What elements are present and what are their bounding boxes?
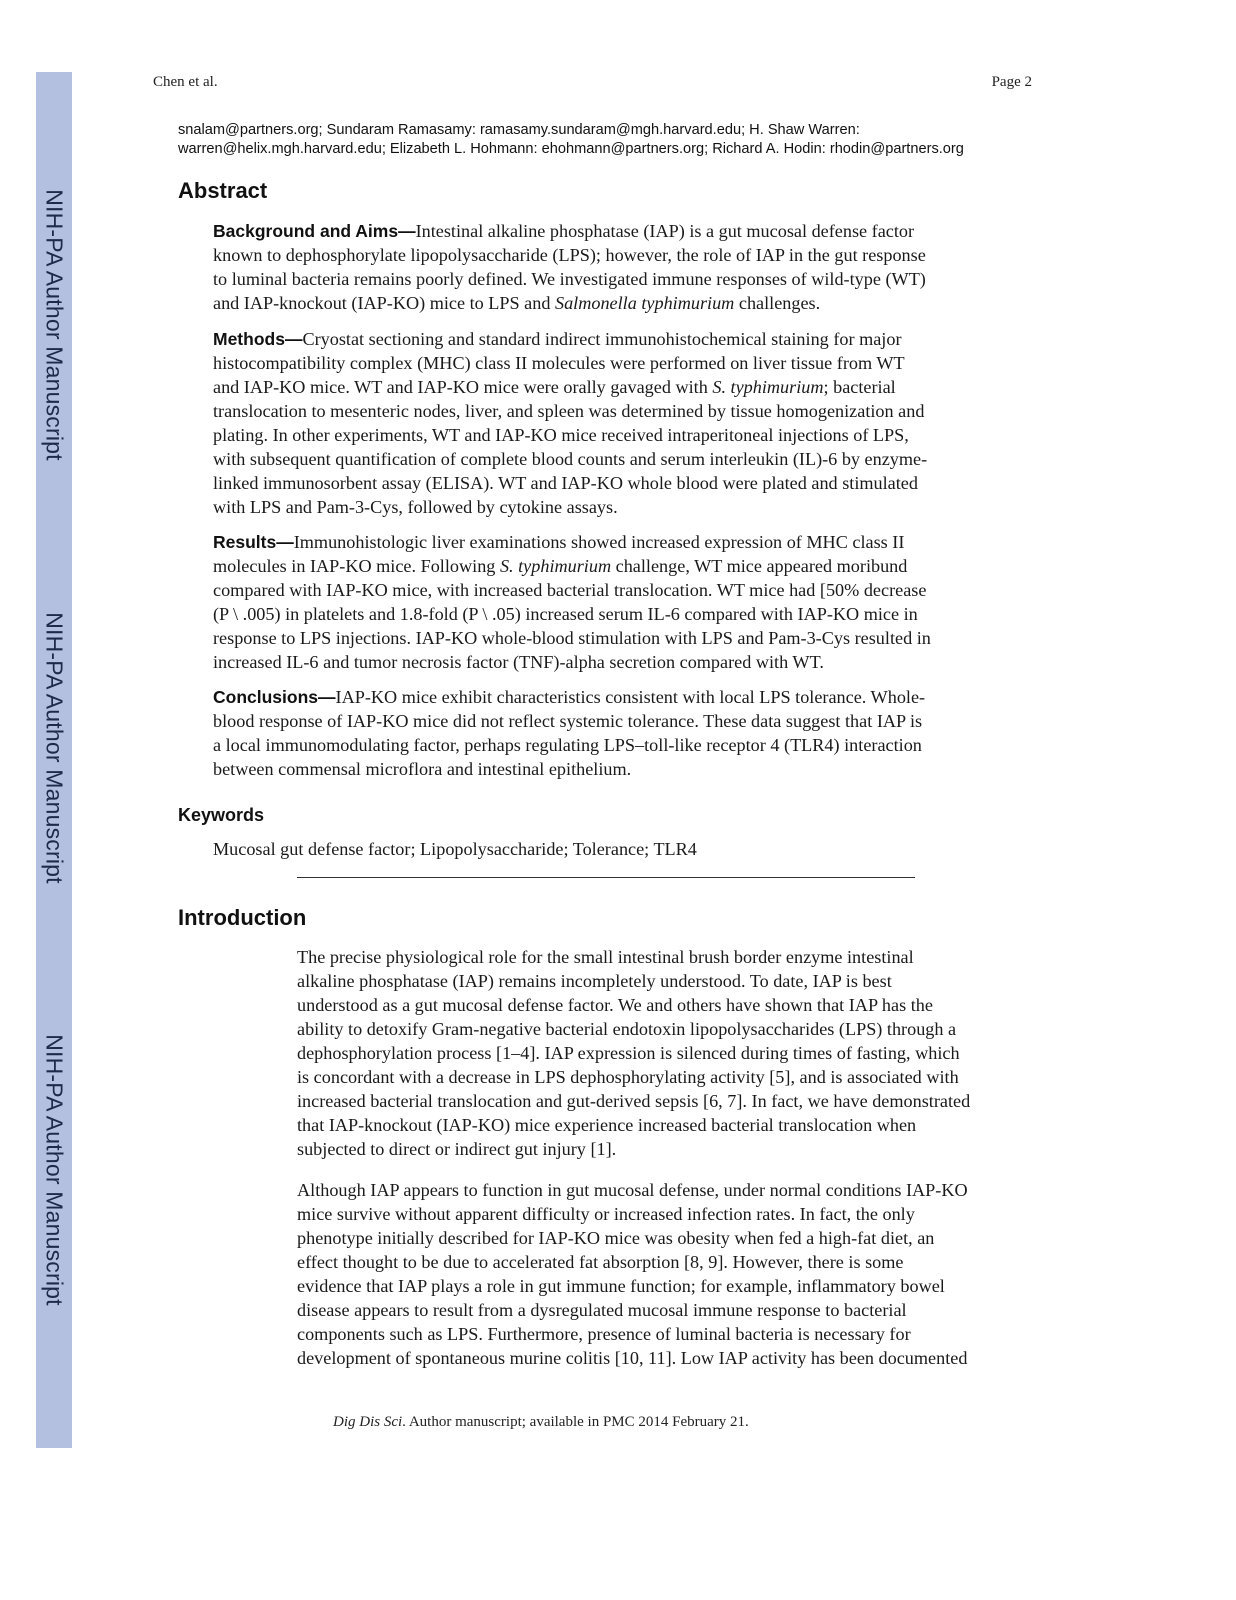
keywords-text: Mucosal gut defense factor; Lipopolysaccharide; Tolerance; TLR4: [213, 839, 697, 859]
abstract-conclusions: Conclusions—IAP-KO mice exhibit characteristics consistent with local LPS tolerance. Whole- blood response of IAP-KO mice did not reflect systemic tolerance. These data suggest that IAP is a local immunomodulating factor, perhaps regulating LPS–toll-like receptor 4 (TLR4) interaction between commensal microflora and intestinal epithelium.: [213, 687, 926, 779]
email-line: snalam@partners.org; Sundaram Ramasamy: ramasamy.sundaram@mgh.harvard.edu; H. Shaw Warren:: [178, 122, 860, 138]
abstract-methods: Methods—Cryostat sectioning and standard indirect immunohistochemical staining for major histocompatibility complex (MHC) class II molecules were performed on liver tissue from WT and IAP-KO mice. WT and IAP-KO mice were orally gavaged with S. typhimurium; bacterial translocation to mesenteric nodes, liver, and spleen was determined by tissue homogenization and plating. In other experiments, WT and IAP-KO mice received intraperitoneal injections of LPS, with subsequent quantification of complete blood counts and serum interleukin (IL)-6 by enzyme- linked immunosorbent assay (ELISA). WT and IAP-KO whole blood were plated and stimulated with LPS and Pam-3-Cys, followed by cytokine assays.: [213, 329, 928, 517]
abstract-heading: Abstract: [178, 178, 268, 203]
author-emails: [178, 121, 1058, 159]
section-divider: [297, 877, 915, 878]
running-head-page: Page 2: [991, 74, 1032, 90]
introduction-paragraph-2: Although IAP appears to function in gut mucosal defense, under normal conditions IAP-KO mice survive without apparent difficulty or increased infection rates. In fact, the only phenotype initially described for IAP-KO mice was obesity when fed a high-fat diet, an effect thought to be due to accelerated fat absorption [8, 9]. However, there is some evidence that IAP plays a role in gut immune function; for example, inflammatory bowel disease appears to result from a dysregulated mucosal immune response to bacterial components such as LPS. Furthermore, presence of luminal bacteria is necessary for development of spontaneous murine colitis [10, 11]. Low IAP activity has been documented: [297, 1180, 968, 1368]
results-label: Results—: [213, 532, 294, 552]
background-label: Background and Aims—: [213, 221, 416, 241]
abstract-background: Background and Aims—Intestinal alkaline phosphatase (IAP) is a gut mucosal defense factor known to dephosphorylate lipopolysaccharide (LPS); however, the role of IAP in the gut response to luminal bacteria remains poorly defined. We investigated immune responses of wild-type (WT) and IAP-knockout (IAP-KO) mice to LPS and Salmonella typhimurium challenges.: [213, 221, 926, 313]
methods-label: Methods—: [213, 329, 303, 349]
running-head-authors: Chen et al.: [153, 74, 218, 90]
email-line: warren@helix.mgh.harvard.edu; Elizabeth L. Hohmann: ehohmann@partners.org; Richard A. Hodin: rhodin@partners.org: [178, 141, 964, 157]
introduction-paragraph-1: The precise physiological role for the small intestinal brush border enzyme intestinal alkaline phosphatase (IAP) remains incompletely understood. To date, IAP is best understood as a gut mucosal defense factor. We and others have shown that IAP has the ability to detoxify Gram-negative bacterial endotoxin lipopolysaccharides (LPS) through a dephosphorylation process [1–4]. IAP expression is silenced during times of fasting, which is concordant with a decrease in LPS dephosphorylating activity [5], and is associated with increased bacterial translocation and gut-derived sepsis [6, 7]. In fact, we have demonstrated that IAP-knockout (IAP-KO) mice experience increased bacterial translocation when subjected to direct or indirect gut injury [1].: [297, 947, 971, 1159]
conclusions-label: Conclusions—: [213, 687, 336, 707]
abstract-results: Results—Immunohistologic liver examinations showed increased expression of MHC class II molecules in IAP-KO mice. Following S. typhimurium challenge, WT mice appeared moribund compared with IAP-KO mice, with increased bacterial translocation. WT mice had [50% decrease (P \ .005) in platelets and 1.8-fold (P \ .05) increased serum IL-6 compared with IAP-KO mice in response to LPS injections. IAP-KO whole-blood stimulation with LPS and Pam-3-Cys resulted in increased IL-6 and tumor necrosis factor (TNF)-alpha secretion compared with WT.: [213, 532, 931, 672]
keywords-heading: Keywords: [178, 805, 265, 825]
introduction-heading: Introduction: [178, 905, 307, 930]
journal-name: Dig Dis Sci: [333, 1414, 403, 1430]
